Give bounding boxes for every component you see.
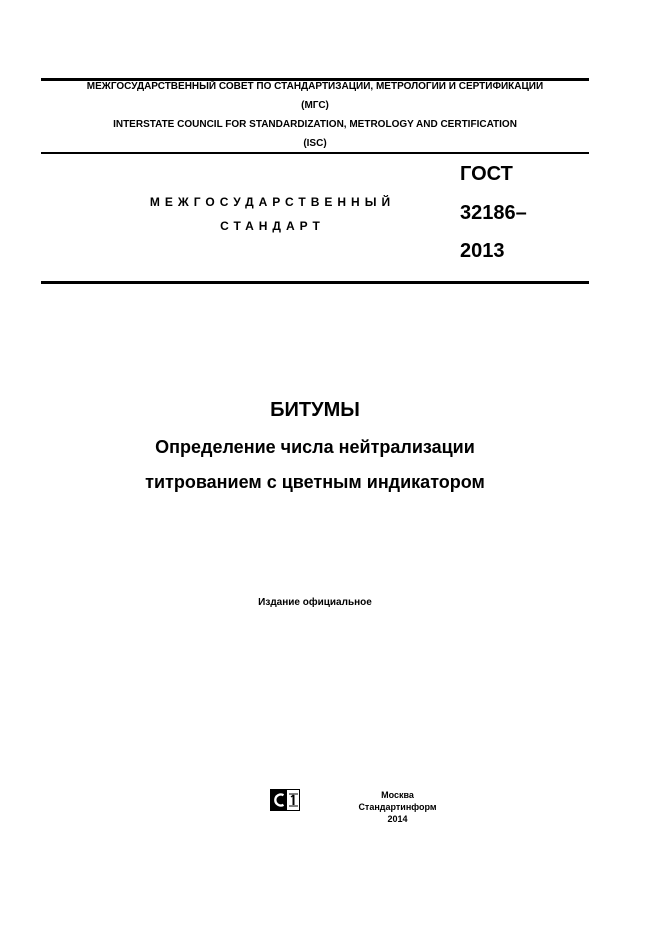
council-name-ru: МЕЖГОСУДАРСТВЕННЫЙ СОВЕТ ПО СТАНДАРТИЗАЦИИ, МЕТРОЛОГИИ И СЕРТИФИКАЦИИ <box>86 81 544 92</box>
document-subtitle-line1: Определение числа нейтрализации <box>155 437 475 457</box>
gost-number: 32186– <box>460 202 527 224</box>
publisher-name: Стандартинформ <box>358 802 437 812</box>
standartinform-logo-icon <box>270 789 300 811</box>
council-abbr-ru: (МГС) <box>301 100 329 111</box>
council-name-en: INTERSTATE COUNCIL FOR STANDARDIZATION, METROLOGY AND CERTIFICATION <box>113 119 517 130</box>
standard-type-label-line1: МЕЖГОСУДАРСТВЕННЫЙ <box>149 195 396 209</box>
standard-type-label-line2: СТАНДАРТ <box>220 219 325 233</box>
header-bottom-rule <box>41 281 589 284</box>
council-abbr-en: (ISC) <box>303 138 327 149</box>
header-middle-rule <box>41 152 589 154</box>
publisher-year: 2014 <box>387 814 408 824</box>
gost-prefix: ГОСТ <box>460 163 513 185</box>
document-subtitle-line2: титрованием с цветным индикатором <box>145 472 485 492</box>
edition-label: Издание официальное <box>258 597 372 608</box>
publisher-city: Москва <box>381 790 414 800</box>
gost-year: 2013 <box>460 240 505 262</box>
document-title: БИТУМЫ <box>270 399 360 421</box>
